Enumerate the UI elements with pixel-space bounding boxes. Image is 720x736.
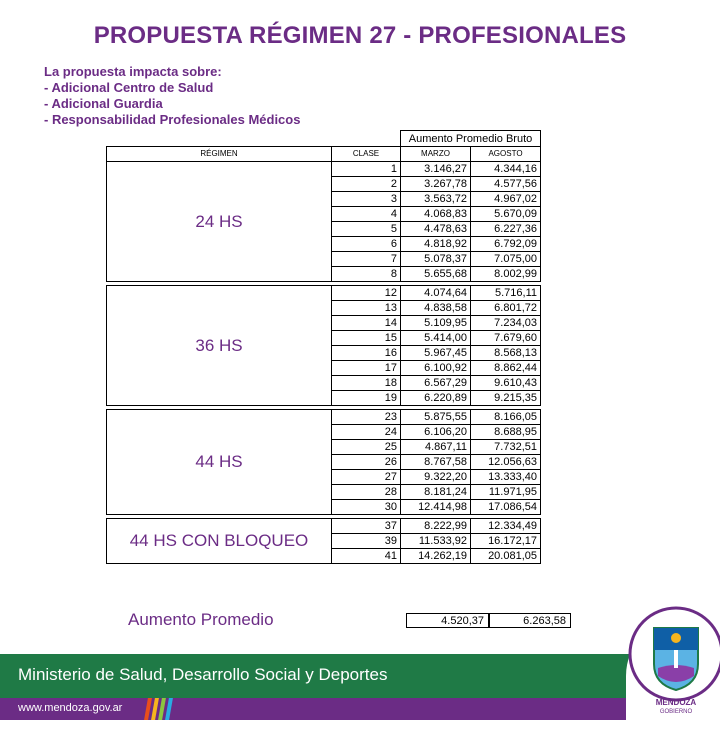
marzo-cell: 3.267,78: [401, 177, 471, 192]
marzo-cell: 11.533,92: [401, 534, 471, 549]
clase-cell: 12: [332, 286, 401, 301]
logo-pike-icon: [674, 650, 678, 668]
marzo-cell: 4.867,11: [401, 440, 471, 455]
agosto-cell: 4.577,56: [471, 177, 541, 192]
impact-heading: La propuesta impacta sobre:: [44, 64, 222, 79]
agosto-cell: 8.568,13: [471, 346, 541, 361]
clase-cell: 6: [332, 237, 401, 252]
agosto-cell: 16.172,17: [471, 534, 541, 549]
impact-item: - Adicional Guardia: [44, 96, 163, 111]
agosto-cell: 6.801,72: [471, 301, 541, 316]
marzo-cell: 12.414,98: [401, 500, 471, 515]
clase-cell: 27: [332, 470, 401, 485]
column-header-row: [107, 147, 541, 162]
agosto-cell: 17.086,54: [471, 500, 541, 515]
average-agosto: 6.263,58: [489, 613, 571, 628]
marzo-cell: 4.818,92: [401, 237, 471, 252]
average-marzo: 4.520,37: [406, 613, 489, 628]
agosto-cell: 11.971,95: [471, 485, 541, 500]
salary-table-body: [107, 131, 541, 564]
impact-item: - Adicional Centro de Salud: [44, 80, 214, 95]
agosto-cell: 6.792,09: [471, 237, 541, 252]
agosto-cell: 7.732,51: [471, 440, 541, 455]
logo-sun-icon: [671, 633, 681, 643]
agosto-cell: 7.234,03: [471, 316, 541, 331]
salary-table: [106, 130, 541, 564]
agosto-cell: 8.166,05: [471, 410, 541, 425]
clase-cell: 30: [332, 500, 401, 515]
agosto-cell: 20.081,05: [471, 549, 541, 564]
impact-list: [44, 64, 300, 128]
ministry-name: Ministerio de Salud, Desarrollo Social y Deportes: [18, 665, 388, 684]
logo-text-mendoza: MENDOZA: [655, 698, 697, 707]
regimen-cell: 44 HS CON BLOQUEO: [107, 519, 332, 564]
marzo-cell: 6.100,92: [401, 361, 471, 376]
marzo-cell: 6.220,89: [401, 391, 471, 406]
agosto-cell: 7.679,60: [471, 331, 541, 346]
table-row: [107, 286, 541, 301]
marzo-cell: 14.262,19: [401, 549, 471, 564]
marzo-cell: 4.068,83: [401, 207, 471, 222]
agosto-cell: 5.670,09: [471, 207, 541, 222]
impact-item: - Responsabilidad Profesionales Médicos: [44, 112, 301, 127]
clase-cell: 25: [332, 440, 401, 455]
marzo-cell: 8.181,24: [401, 485, 471, 500]
clase-cell: 7: [332, 252, 401, 267]
agosto-cell: 8.862,44: [471, 361, 541, 376]
marzo-cell: 4.478,63: [401, 222, 471, 237]
clase-cell: 41: [332, 549, 401, 564]
col-header-agosto: AGOSTO: [471, 147, 541, 162]
marzo-cell: 9.322,20: [401, 470, 471, 485]
clase-cell: 17: [332, 361, 401, 376]
clase-cell: 4: [332, 207, 401, 222]
clase-cell: 2: [332, 177, 401, 192]
agosto-cell: 4.344,16: [471, 162, 541, 177]
agosto-cell: 12.334,49: [471, 519, 541, 534]
clase-cell: 8: [332, 267, 401, 282]
mendoza-logo: [628, 606, 720, 716]
regimen-cell: 24 HS: [107, 162, 332, 282]
marzo-cell: 5.078,37: [401, 252, 471, 267]
clase-cell: 13: [332, 301, 401, 316]
agosto-cell: 4.967,02: [471, 192, 541, 207]
average-label: Aumento Promedio: [128, 610, 274, 629]
marzo-cell: 3.563,72: [401, 192, 471, 207]
group-header: Aumento Promedio Bruto: [401, 131, 541, 147]
clase-cell: 5: [332, 222, 401, 237]
marzo-cell: 5.875,55: [401, 410, 471, 425]
marzo-cell: 5.967,45: [401, 346, 471, 361]
regimen-cell: 36 HS: [107, 286, 332, 406]
page-title: PROPUESTA RÉGIMEN 27 - PROFESIONALES: [93, 22, 627, 49]
clase-cell: 3: [332, 192, 401, 207]
table-row: [107, 410, 541, 425]
marzo-cell: 6.106,20: [401, 425, 471, 440]
clase-cell: 24: [332, 425, 401, 440]
agosto-cell: 8.002,99: [471, 267, 541, 282]
website-link[interactable]: www.mendoza.gov.ar: [18, 702, 123, 714]
marzo-cell: 8.767,58: [401, 455, 471, 470]
col-header-clase: CLASE: [332, 147, 401, 162]
clase-cell: 26: [332, 455, 401, 470]
marzo-cell: 5.655,68: [401, 267, 471, 282]
marzo-cell: 5.414,00: [401, 331, 471, 346]
agosto-cell: 8.688,95: [471, 425, 541, 440]
table-row: [107, 519, 541, 534]
marzo-cell: 3.146,27: [401, 162, 471, 177]
clase-cell: 37: [332, 519, 401, 534]
agosto-cell: 9.215,35: [471, 391, 541, 406]
clase-cell: 19: [332, 391, 401, 406]
table-row: [107, 162, 541, 177]
agosto-cell: 13.333,40: [471, 470, 541, 485]
group-header-row: [107, 131, 541, 147]
col-header-marzo: MARZO: [401, 147, 471, 162]
color-stripe: [165, 698, 173, 720]
marzo-cell: 8.222,99: [401, 519, 471, 534]
logo-text-gobierno: GOBIERNO: [659, 709, 693, 715]
clase-cell: 16: [332, 346, 401, 361]
marzo-cell: 4.838,58: [401, 301, 471, 316]
regimen-cell: 44 HS: [107, 410, 332, 515]
agosto-cell: 5.716,11: [471, 286, 541, 301]
clase-cell: 1: [332, 162, 401, 177]
clase-cell: 15: [332, 331, 401, 346]
clase-cell: 39: [332, 534, 401, 549]
marzo-cell: 6.567,29: [401, 376, 471, 391]
agosto-cell: 12.056,63: [471, 455, 541, 470]
marzo-cell: 5.109,95: [401, 316, 471, 331]
col-header-regimen: RÉGIMEN: [107, 147, 332, 162]
agosto-cell: 6.227,36: [471, 222, 541, 237]
color-stripes: [146, 698, 174, 720]
clase-cell: 23: [332, 410, 401, 425]
clase-cell: 14: [332, 316, 401, 331]
marzo-cell: 4.074,64: [401, 286, 471, 301]
agosto-cell: 7.075,00: [471, 252, 541, 267]
agosto-cell: 9.610,43: [471, 376, 541, 391]
clase-cell: 18: [332, 376, 401, 391]
clase-cell: 28: [332, 485, 401, 500]
